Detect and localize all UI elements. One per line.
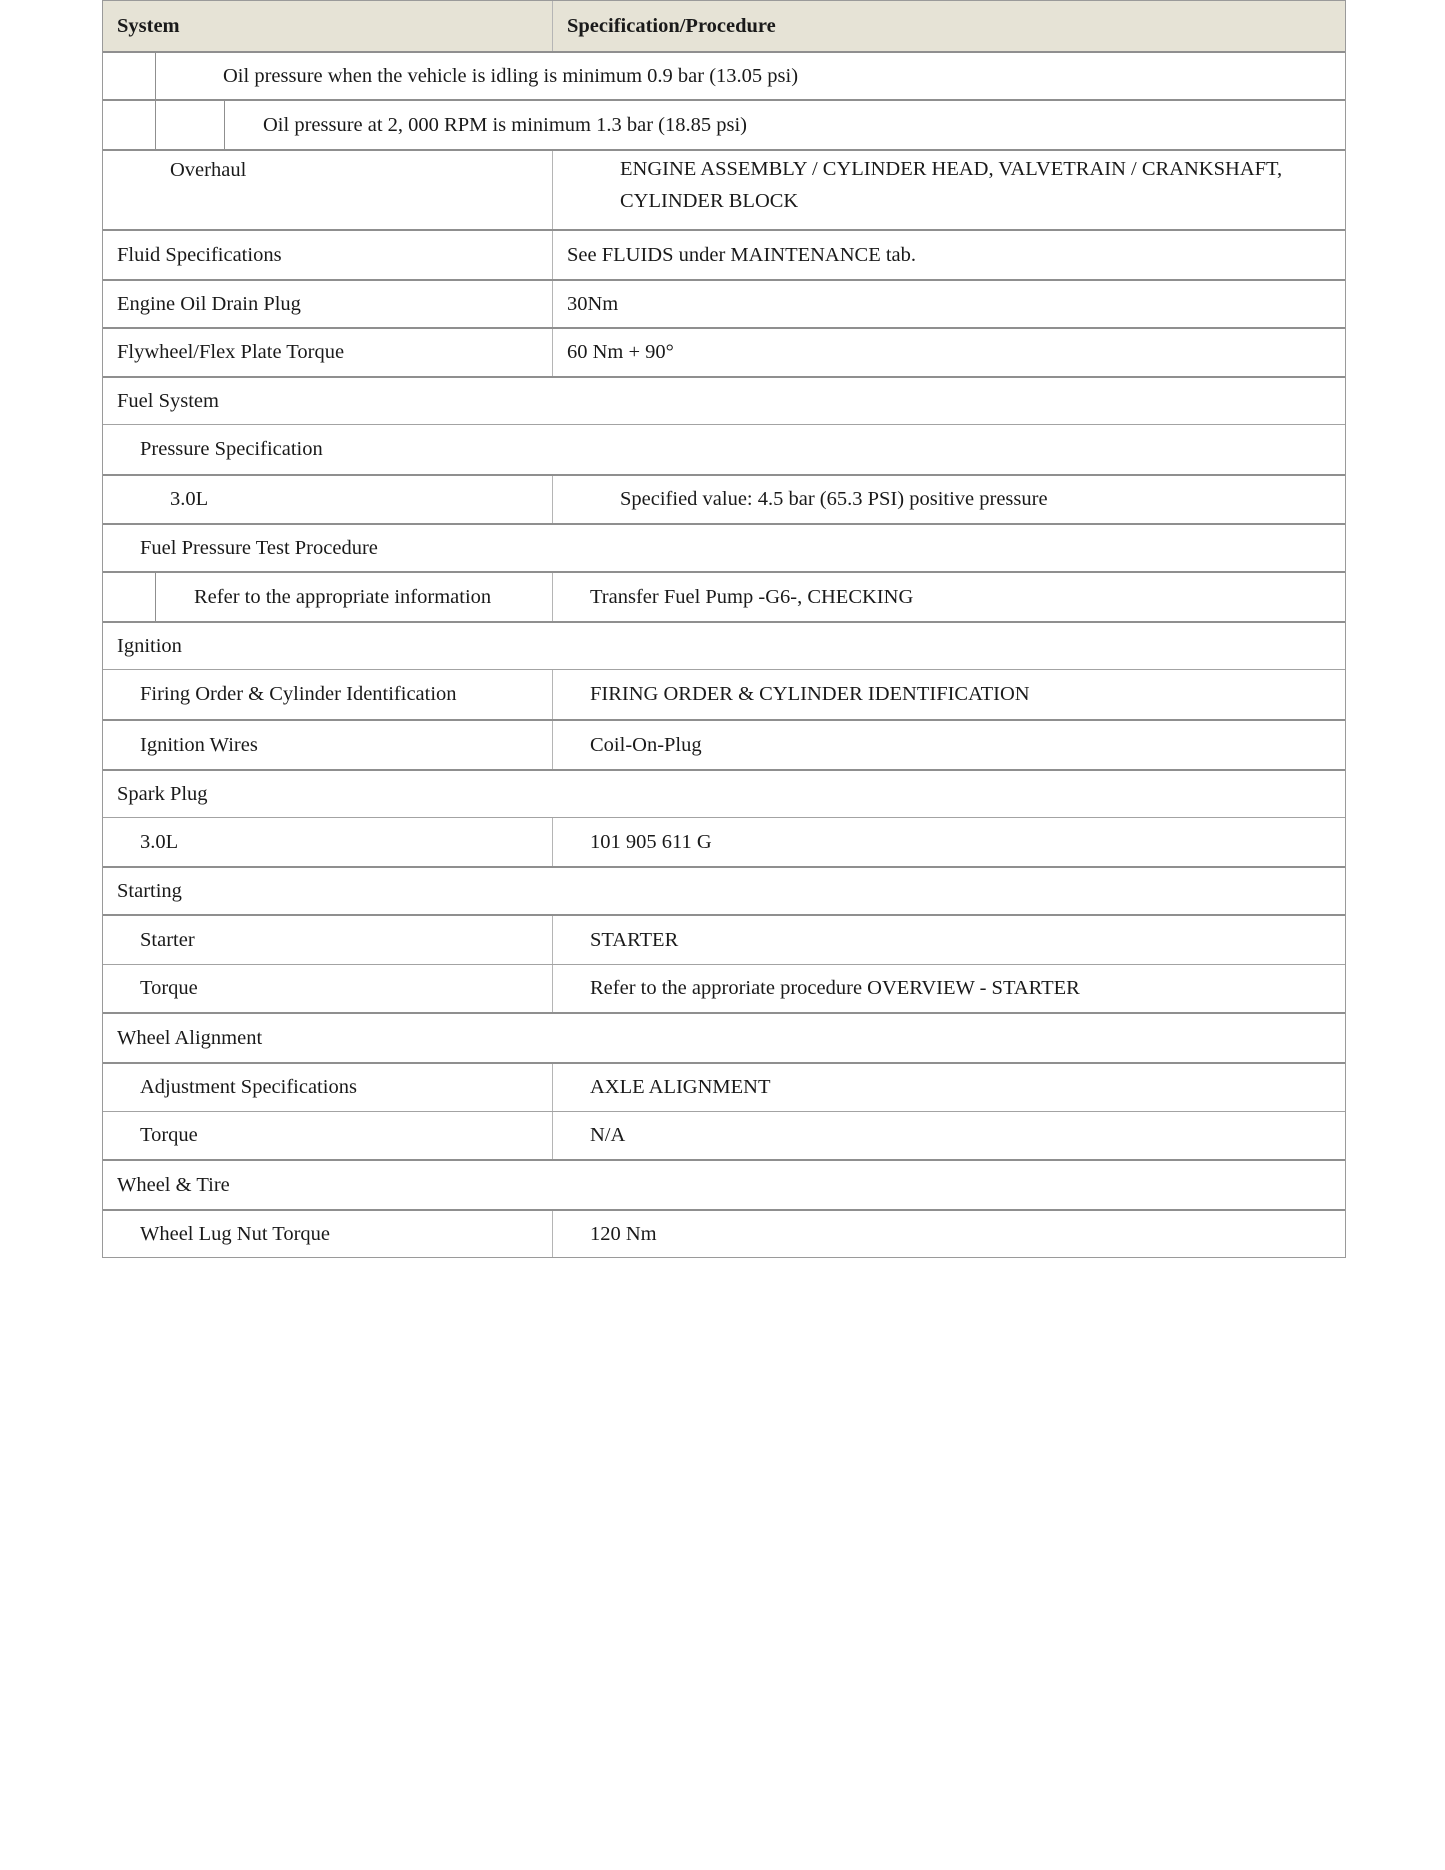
fluid-spec-label: Fluid Specifications — [103, 231, 553, 279]
alignment-torque-label: Torque — [103, 1112, 553, 1159]
table-row — [103, 1111, 1345, 1159]
table-row — [103, 51, 1345, 99]
ignition-wires-value: Coil-On-Plug — [590, 733, 702, 756]
table-row — [103, 571, 1345, 621]
subsection-row — [103, 523, 1345, 571]
overhaul-value: ENGINE ASSEMBLY / CYLINDER HEAD, VALVETRAIN / CRANKSHAFT, CYLINDER BLOCK — [620, 158, 1283, 212]
oil-idle-text: Oil pressure when the vehicle is idling is minimum 0.9 bar (13.05 psi) — [223, 64, 799, 87]
subsection-title: Pressure Specification — [140, 438, 323, 460]
spark-engine-label: 3.0L — [103, 818, 553, 866]
section-title: Spark Plug — [117, 782, 208, 805]
spark-engine-value: 101 905 611 G — [590, 830, 712, 853]
subsection-row — [103, 424, 1345, 474]
fuel-engine-value: Specified value: 4.5 bar (65.3 PSI) positive pressure — [620, 488, 1048, 510]
starter-torque-label: Torque — [103, 965, 553, 1012]
oil-2000-text: Oil pressure at 2, 000 RPM is minimum 1.3 bar (18.85 psi) — [263, 113, 748, 136]
section-row-wheel-tire — [103, 1159, 1345, 1209]
section-row-fuel-system — [103, 376, 1345, 424]
flywheel-value: 60 Nm + 90° — [567, 341, 674, 363]
table-header-row — [103, 1, 1345, 51]
section-row-wheel-alignment — [103, 1012, 1345, 1062]
column-header-spec: Specification/Procedure — [567, 14, 776, 37]
section-row-starting — [103, 866, 1345, 914]
adjustment-spec-value: AXLE ALIGNMENT — [590, 1076, 771, 1098]
section-title: Ignition — [117, 634, 182, 657]
fuel-engine-label: 3.0L — [103, 476, 553, 523]
starter-value: STARTER — [590, 928, 679, 951]
table-row — [103, 669, 1345, 719]
overhaul-label: Overhaul — [103, 151, 553, 229]
starter-label: Starter — [103, 916, 553, 964]
table-row — [103, 229, 1345, 279]
ignition-wires-label: Ignition Wires — [103, 721, 553, 769]
adjustment-spec-label: Adjustment Specifications — [103, 1064, 553, 1111]
table-row — [103, 327, 1345, 376]
section-title: Wheel & Tire — [117, 1173, 230, 1196]
section-row-spark-plug — [103, 769, 1345, 817]
fluid-spec-value: See FLUIDS under MAINTENANCE tab. — [567, 243, 917, 266]
table-row — [103, 1062, 1345, 1111]
table-row — [103, 279, 1345, 327]
table-row — [103, 817, 1345, 866]
indent-stub — [156, 101, 225, 149]
section-row-ignition — [103, 621, 1345, 669]
indent-stub — [103, 101, 156, 149]
starter-torque-value: Refer to the approriate procedure OVERVIEW - STARTER — [590, 977, 1080, 999]
refer-label: Refer to the appropriate information — [156, 573, 553, 621]
indent-stub — [103, 573, 156, 621]
lug-nut-value: 120 Nm — [590, 1222, 657, 1245]
section-title: Wheel Alignment — [117, 1026, 263, 1049]
indent-stub — [103, 53, 156, 99]
subsection-title: Fuel Pressure Test Procedure — [140, 536, 378, 559]
table-row — [103, 914, 1345, 964]
table-row — [103, 1209, 1345, 1257]
table-row — [103, 149, 1345, 229]
table-row — [103, 99, 1345, 149]
alignment-torque-value: N/A — [590, 1124, 626, 1146]
table-row — [103, 474, 1345, 523]
drain-plug-label: Engine Oil Drain Plug — [103, 281, 553, 327]
table-row — [103, 719, 1345, 769]
drain-plug-value: 30Nm — [567, 292, 619, 315]
firing-order-label: Firing Order & Cylinder Identification — [103, 670, 553, 719]
section-title: Fuel System — [117, 389, 219, 412]
column-header-system: System — [103, 1, 553, 51]
lug-nut-label: Wheel Lug Nut Torque — [103, 1211, 553, 1257]
specification-table — [102, 0, 1346, 1258]
refer-value: Transfer Fuel Pump -G6-, CHECKING — [590, 585, 914, 608]
table-row — [103, 964, 1345, 1012]
flywheel-label: Flywheel/Flex Plate Torque — [103, 329, 553, 376]
firing-order-value: FIRING ORDER & CYLINDER IDENTIFICATION — [590, 683, 1030, 705]
section-title: Starting — [117, 879, 182, 902]
